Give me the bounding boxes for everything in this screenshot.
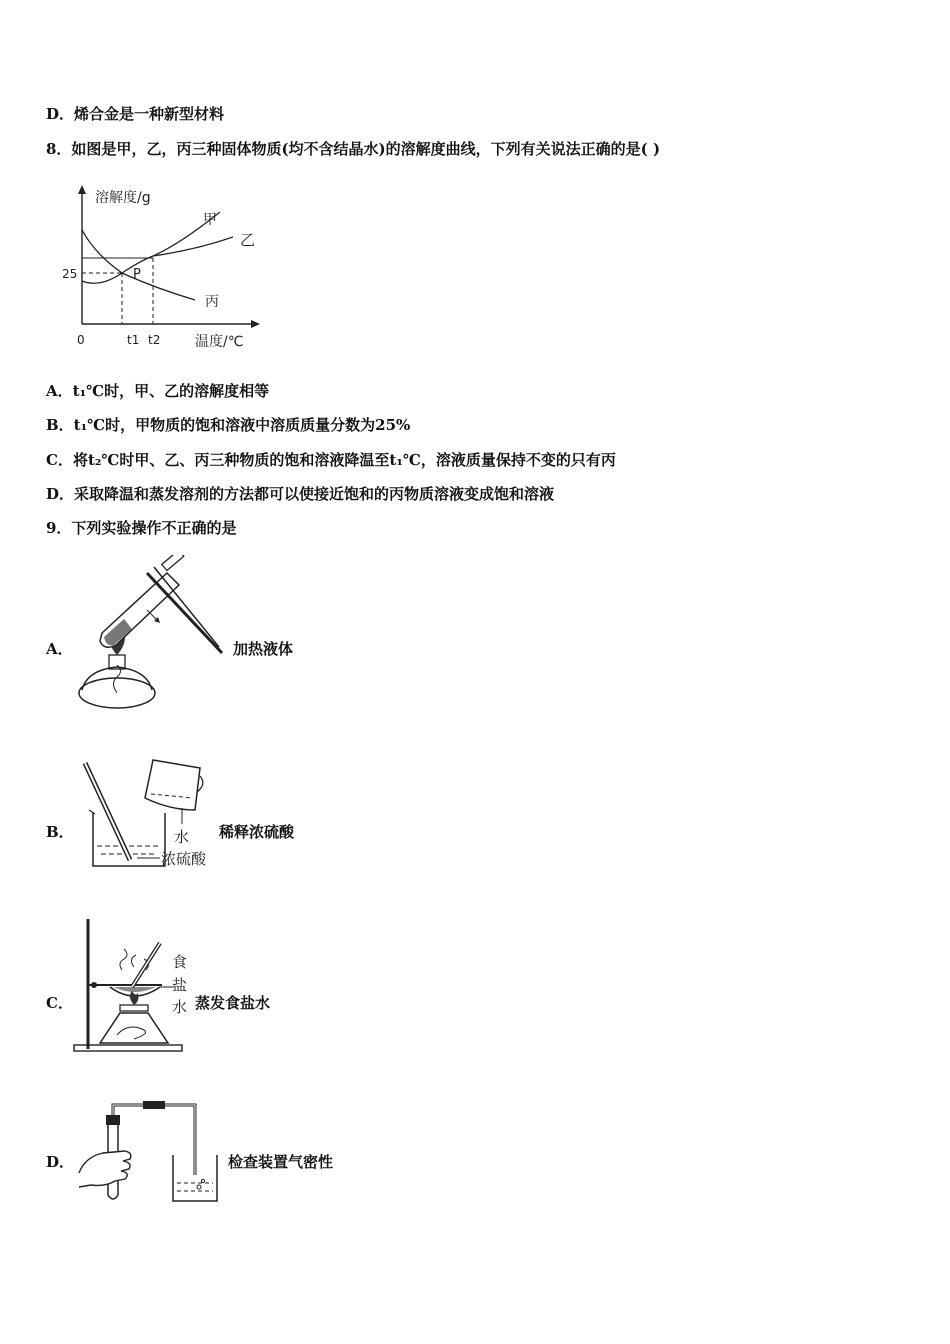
curve-jia-label: 甲	[203, 212, 217, 228]
x-tick-t2: t2	[148, 333, 161, 347]
diluting-acid-illustration	[75, 758, 220, 873]
water-label: 水	[174, 828, 190, 846]
x-tick-t1: t1	[127, 333, 140, 347]
curve-yi-label: 乙	[240, 231, 256, 249]
q8-stem: 8．如图是甲，乙，丙三种固体物质(均不含结晶水)的溶解度曲线，下列有关说法正确的是( )	[46, 140, 661, 158]
curve-yi	[153, 237, 233, 256]
x-axis-label: 温度/℃	[195, 334, 244, 350]
q9-option-d-letter: D．	[46, 1153, 75, 1171]
salt-water-label-3: 水	[172, 998, 188, 1016]
y-axis-arrow	[78, 185, 86, 194]
q9-option-a-caption: 加热液体	[233, 640, 294, 658]
q9-option-d-caption: 检查装置气密性	[228, 1153, 334, 1171]
airtightness-check-illustration	[75, 1095, 225, 1207]
q8-option-a: A．t₁℃时，甲、乙的溶解度相等	[46, 382, 270, 400]
evaporation-illustration	[72, 915, 197, 1055]
heating-liquid-illustration	[72, 555, 232, 715]
q9-option-c-caption: 蒸发食盐水	[195, 994, 271, 1012]
q9-option-a-letter: A．	[46, 640, 73, 658]
y-axis-label: 溶解度/g	[95, 190, 151, 206]
solubility-chart	[55, 182, 270, 352]
point-p-label: P	[133, 267, 141, 282]
q8-option-c: C．将t₂℃时甲、乙、丙三种物质的饱和溶液降温至t₁℃，溶液质量保持不变的只有丙	[46, 451, 616, 469]
origin-label: 0	[77, 333, 85, 347]
q9-stem: 9．下列实验操作不正确的是	[46, 519, 237, 537]
q9-option-b-caption: 稀释浓硫酸	[219, 823, 295, 841]
curve-bing	[82, 230, 195, 300]
q8-option-d: D．采取降温和蒸发溶剂的方法都可以使接近饱和的丙物质溶液变成饱和溶液	[46, 485, 555, 503]
q9-option-b-letter: B．	[46, 823, 74, 841]
q8-option-b: B．t₁℃时，甲物质的饱和溶液中溶质质量分数为25%	[46, 416, 411, 434]
conc-acid-label: 浓硫酸	[161, 850, 207, 868]
q9-option-c-letter: C．	[46, 994, 73, 1012]
curve-bing-label: 丙	[205, 294, 219, 310]
salt-water-label-2: 盐	[172, 976, 188, 994]
y-tick-25: 25	[62, 267, 78, 281]
q7-option-d: D．烯合金是一种新型材料	[46, 105, 225, 123]
salt-water-label-1: 食	[172, 953, 188, 971]
x-axis-arrow	[251, 320, 260, 328]
